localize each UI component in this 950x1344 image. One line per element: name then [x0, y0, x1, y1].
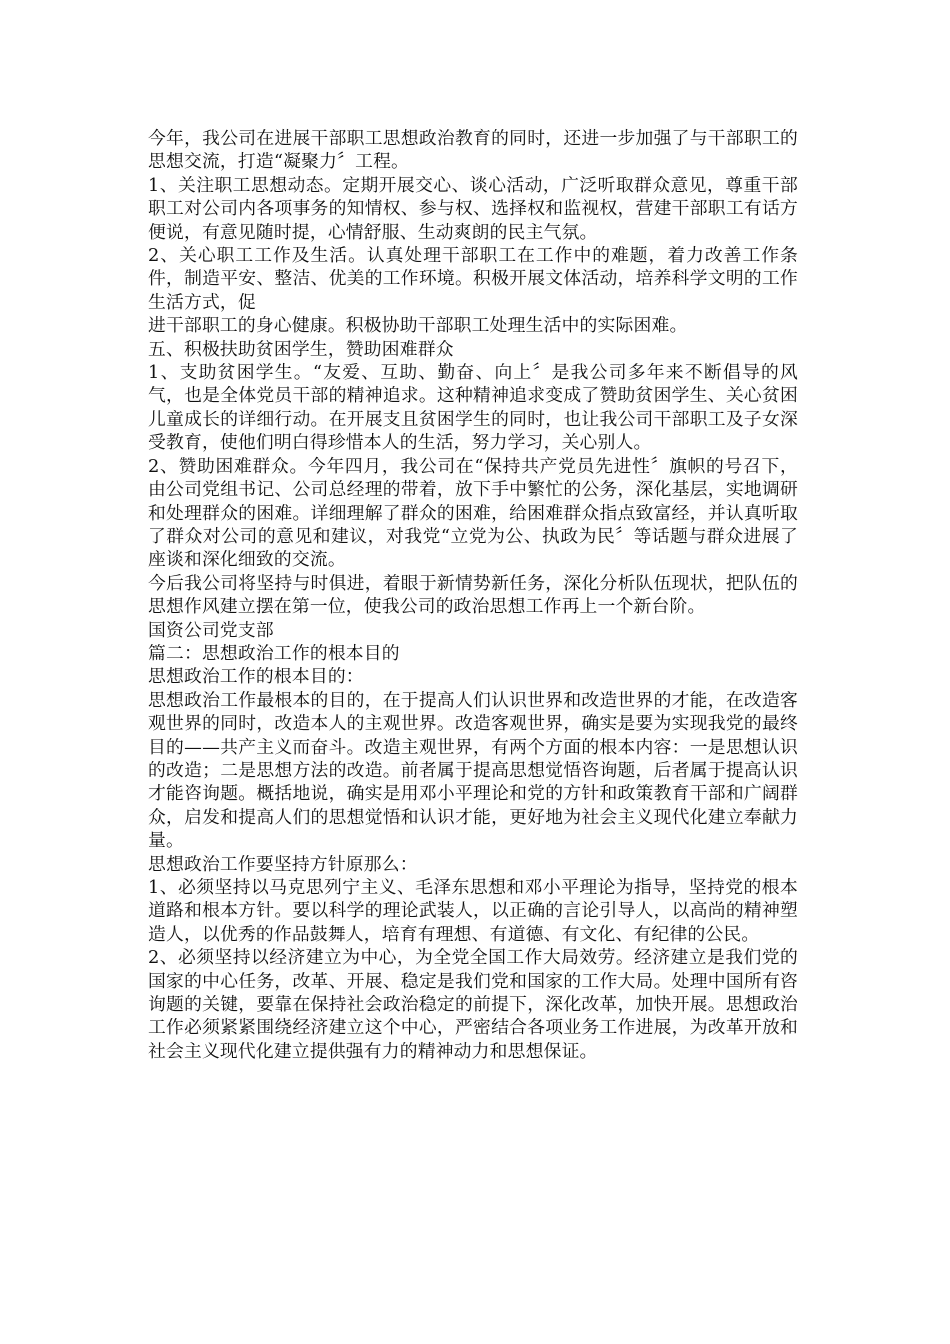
paragraph-outlook: 今后我公司将坚持与时俱进，着眼于新情势新任务，深化分析队伍现状，把队伍的思想作风建立摆在第一位，使我公司的政治思想工作再上一个新台阶。	[148, 572, 798, 618]
subheading-principles: 思想政治工作要坚持方针原那么：	[148, 853, 418, 875]
paragraph-principle-1: 1、必须坚持以马克思列宁主义、毛泽东思想和邓小平理论为指导，坚持党的根本道路和根本方针。要以科学的理论武装人，以正确的言论引导人，以高尚的精神塑造人，以优秀的作品鼓舞人，培育有理想、有道德、有文化、有纪律的公民。	[148, 877, 798, 945]
article-two-title: 篇二：思想政治工作的根本目的	[148, 642, 400, 664]
section-heading-5: 五、积极扶助贫困学生，赞助困难群众	[148, 338, 454, 360]
paragraph-support-masses: 2、赞助困难群众。今年四月，我公司在“保持共产党员先进性〞旗帜的号召下，由公司党组书记、公司总经理的带着，放下手中繁忙的公务，深化基层，实地调研和处理群众的困难。详细理解了群众的困难，给困难群众指点致富经，并认真听取了群众对公司的意见和建议，对我党“立党为公、执政为民〞等话题与群众进展了座谈和深化细致的交流。	[148, 455, 798, 571]
signature-line: 国资公司党支部	[148, 619, 274, 641]
paragraph-intro: 今年，我公司在进展干部职工思想政治教育的同时，还进一步加强了与干部职工的思想交流，打造“凝聚力〞工程。	[148, 128, 798, 173]
paragraph-principle-2: 2、必须坚持以经济建立为中心，为全党全国工作大局效劳。经济建立是我们党的国家的中心任务，改革、开展、稳定是我们党和国家的工作大局。处理中国所有咨询题的关键，要靠在保持社会政治稳定的前提下，深化改革，加快开展。思想政治工作必须紧紧围绕经济建立这个中心，严密结合各项业务工作进展，为改革开放和社会主义现代化建立提供强有力的精神动力和思想保证。	[148, 947, 798, 1062]
paragraph-item-1: 1、关注职工思想动态。定期开展交心、谈心活动，广泛听取群众意见，尊重干部职工对公司内各项事务的知情权、参与权、选择权和监视权，营建干部职工有话方便说，有意见随时提，心情舒服、生动爽朗的民主气氛。	[148, 174, 798, 243]
paragraph-purpose: 思想政治工作最根本的目的，在于提高人们认识世界和改造世界的才能，在改造客观世界的同时，改造本人的主观世界。改造客观世界，确实是要为实现我党的最终目的——共产主义而奋斗。改造主观世界，有两个方面的根本内容：一是思想认识的改造；二是思想方法的改造。前者属于提高思想觉悟咨询题，后者属于提高认识才能咨询题。概括地说，确实是用邓小平理论和党的方针和政策教育干部和广阔群众，启发和提高人们的思想觉悟和认识才能，更好地为社会主义现代化建立奉献力量。	[148, 689, 798, 852]
document-body	[148, 127, 798, 1063]
paragraph-support-students: 1、支助贫困学生。“友爱、互助、勤奋、向上〞是我公司多年来不断倡导的风气，也是全体党员干部的精神追求。这种精神追求变成了赞助贫困学生、关心贫困儿童成长的详细行动。在开展支且贫困学生的同时，也让我公司干部职工及子女深受教育，使他们明白得珍惜本人的生活，努力学习，关心别人。	[148, 362, 798, 454]
subheading-purpose: 思想政治工作的根本目的：	[148, 666, 364, 688]
paragraph-item-2: 2、关心职工工作及生活。认真处理干部职工在工作中的难题，着力改善工作条件，制造平安、整洁、优美的工作环境。积极开展文体活动，培养科学文明的工作生活方式，促	[148, 245, 798, 313]
paragraph-item-2-continued: 进干部职工的身心健康。积极协助干部职工处理生活中的实际困难。	[148, 315, 688, 337]
